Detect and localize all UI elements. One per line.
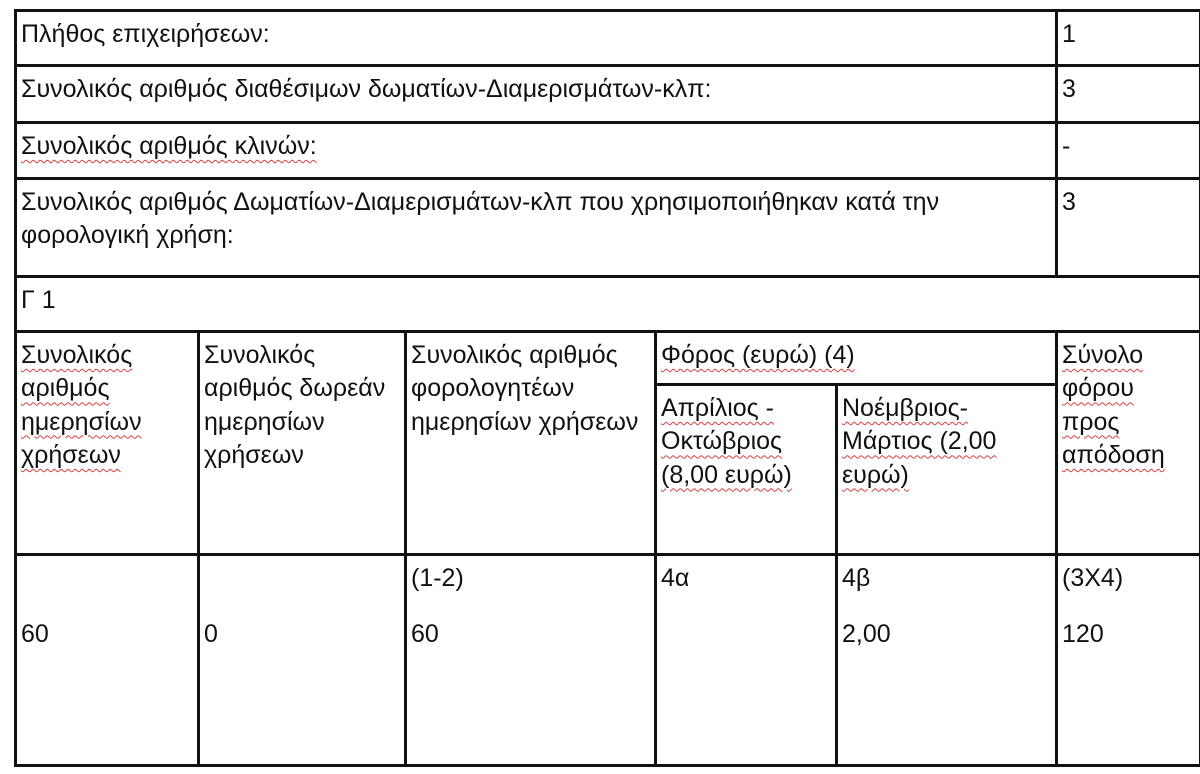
- value-total-daily-uses: 60: [21, 620, 49, 648]
- tax-form-table: [14, 9, 1200, 767]
- formula-total-tax: (3Χ4): [1062, 564, 1124, 592]
- summary-row-businesses: [16, 11, 1200, 66]
- summary-value-cell: [1057, 11, 1200, 66]
- summary-value-used-rooms: 3: [1062, 188, 1076, 216]
- header-total-daily-uses: Συνολικός αριθμός ημερησίων χρήσεων: [21, 341, 142, 469]
- header-cell-taxable-daily-uses: [406, 332, 656, 555]
- summary-label-cell: [16, 179, 1057, 277]
- summary-value-beds: -: [1062, 132, 1071, 160]
- value-cell-november-march: [837, 555, 1057, 766]
- summary-row-rooms: [16, 66, 1200, 123]
- summary-value-cell: [1057, 66, 1200, 123]
- value-november-march: 2,00: [842, 620, 891, 649]
- summary-row-beds: [16, 123, 1200, 179]
- summary-label-cell: [16, 11, 1057, 66]
- formula-november-march: 4β: [842, 564, 871, 592]
- header-row-top: [16, 332, 1200, 385]
- header-cell-tax-group: [656, 332, 1057, 385]
- header-cell-april-october: [656, 385, 837, 555]
- summary-label-used-rooms: Συνολικός αριθμός Δωματίων-Διαμερισμάτων-κλπ που χρησιμοποιήθηκαν κατά την φορολογική χρήση:: [21, 188, 940, 250]
- spacer: [204, 562, 400, 618]
- summary-label-businesses: Πλήθος επιχειρήσεων:: [21, 20, 270, 48]
- summary-value-rooms: 3: [1062, 75, 1076, 103]
- value-cell-total-daily-uses: [16, 555, 199, 766]
- summary-label-cell: [16, 123, 1057, 179]
- summary-label-beds: Συνολικός αριθμός κλινών:: [21, 132, 317, 160]
- header-november-march: Νοέμβριος- Μάρτιος (2,00 ευρώ): [842, 394, 997, 489]
- value-cell-april-october: [656, 555, 837, 766]
- header-free-daily-uses: Συνολικός αριθμός δωρεάν ημερησίων χρήσεων: [204, 341, 386, 469]
- value-total-tax: 120: [1062, 620, 1104, 649]
- summary-label-cell: [16, 66, 1057, 123]
- values-row: [16, 555, 1200, 766]
- value-free-daily-uses: 0: [204, 620, 218, 648]
- spacer: [21, 562, 193, 618]
- summary-value-cell: [1057, 123, 1200, 179]
- summary-row-used-rooms: [16, 179, 1200, 277]
- value-cell-free-daily-uses: [199, 555, 406, 766]
- header-cell-total-daily-uses: [16, 332, 199, 555]
- header-taxable-daily-uses: Συνολικός αριθμός φορολογητέων ημερησίων χρήσεων: [411, 341, 639, 436]
- section-cell: [16, 277, 1200, 332]
- header-april-october: Απρίλιος - Οκτώβριος (8,00 ευρώ): [661, 394, 792, 489]
- value-cell-taxable-daily-uses: [406, 555, 656, 766]
- formula-april-october: 4α: [661, 564, 690, 592]
- value-cell-total-tax: [1057, 555, 1200, 766]
- formula-taxable-daily-uses: (1-2): [411, 564, 464, 592]
- header-cell-total-tax: [1057, 332, 1200, 555]
- summary-label-rooms: Συνολικός αριθμός διαθέσιμων δωματίων-Διαμερισμάτων-κλπ:: [21, 75, 712, 103]
- header-cell-free-daily-uses: [199, 332, 406, 555]
- header-tax-group: Φόρος (ευρώ) (4): [661, 341, 855, 369]
- summary-value-businesses: 1: [1062, 20, 1076, 48]
- header-total-tax: Σύνολο φόρου προς απόδοση: [1062, 341, 1165, 469]
- summary-value-cell: [1057, 179, 1200, 277]
- section-title: Γ 1: [21, 286, 56, 314]
- value-taxable-daily-uses: 60: [411, 620, 439, 649]
- header-cell-november-march: [837, 385, 1057, 555]
- section-row: [16, 277, 1200, 332]
